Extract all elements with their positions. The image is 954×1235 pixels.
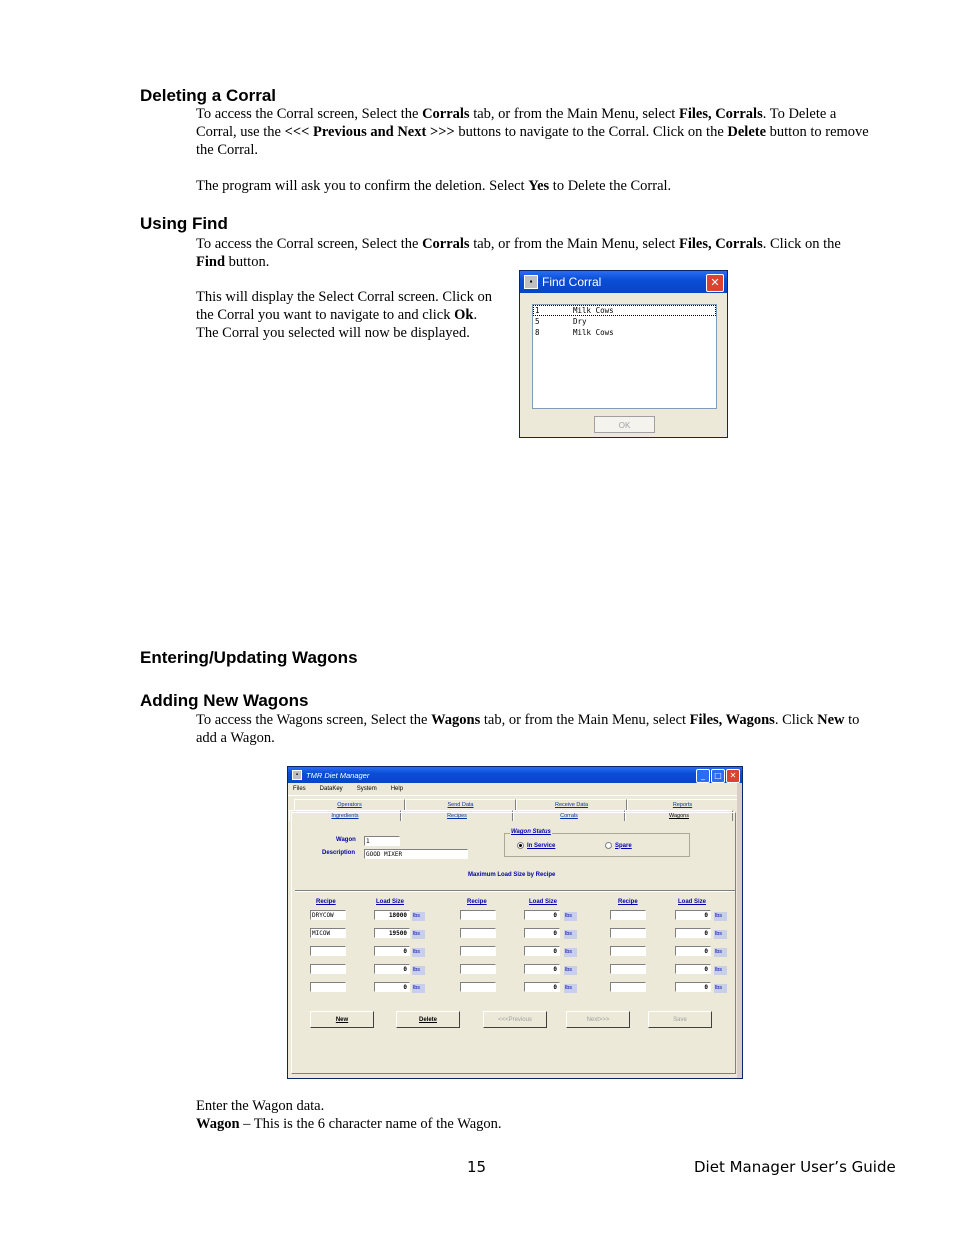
max-load-label: Maximum Load Size by Recipe bbox=[468, 872, 556, 878]
paragraph-enter-wagon: Enter the Wagon data. bbox=[196, 1098, 325, 1114]
recipe-field[interactable] bbox=[460, 910, 496, 920]
recipe-field[interactable] bbox=[610, 946, 646, 956]
wagon-status-title: Wagon Status bbox=[511, 829, 551, 835]
heading-adding-wagons: Adding New Wagons bbox=[140, 691, 309, 710]
lbs-unit: lbs bbox=[564, 912, 577, 921]
col-recipe-2: Recipe bbox=[467, 899, 487, 905]
paragraph-delete-confirm: The program will ask you to confirm the deletion. Select Yes to Delete the Corral. bbox=[196, 178, 672, 194]
load-field[interactable]: 0 bbox=[374, 982, 410, 992]
lbs-unit: lbs bbox=[714, 930, 727, 939]
menu-bar bbox=[288, 783, 742, 796]
radio-spare[interactable]: Spare bbox=[605, 842, 632, 849]
tmr-titlebar bbox=[288, 767, 742, 783]
load-field[interactable]: 0 bbox=[675, 982, 711, 992]
col-recipe-1: Recipe bbox=[316, 899, 336, 905]
maximize-icon[interactable]: □ bbox=[711, 769, 725, 783]
radio-checked-icon bbox=[517, 842, 524, 849]
recipe-field[interactable] bbox=[310, 946, 346, 956]
window-controls bbox=[696, 769, 740, 783]
tmr-title: TMR Diet Manager bbox=[306, 770, 370, 780]
scrollbar[interactable] bbox=[737, 783, 742, 1078]
lbs-unit: lbs bbox=[564, 966, 577, 975]
description-field[interactable]: GOOD MIXER bbox=[364, 849, 468, 859]
tab-row-back bbox=[294, 799, 738, 810]
tab-corrals[interactable]: Corrals bbox=[513, 810, 625, 821]
load-field[interactable]: 0 bbox=[524, 982, 560, 992]
find-corral-title: Find Corral bbox=[542, 275, 602, 289]
load-field[interactable]: 0 bbox=[675, 946, 711, 956]
load-field[interactable]: 0 bbox=[524, 946, 560, 956]
lbs-unit: lbs bbox=[412, 948, 425, 957]
paragraph-wagons-access: To access the Wagons screen, Select the Wagons tab, or from the Main Menu, select Files, Wagons. Click New to add a Wagon. bbox=[196, 712, 860, 746]
list-item[interactable]: 1 Milk Cows bbox=[533, 305, 716, 316]
menu-system[interactable]: System bbox=[356, 786, 377, 792]
find-corral-window bbox=[519, 270, 728, 438]
close-icon[interactable]: ✕ bbox=[726, 769, 740, 783]
lbs-unit: lbs bbox=[412, 912, 425, 921]
col-load-3: Load Size bbox=[678, 899, 707, 905]
load-field[interactable]: 19500 bbox=[374, 928, 410, 938]
recipe-field[interactable] bbox=[460, 982, 496, 992]
load-field[interactable]: 18000 bbox=[374, 910, 410, 920]
load-field[interactable]: 0 bbox=[374, 946, 410, 956]
lbs-unit: lbs bbox=[714, 984, 727, 993]
paragraph-delete-instructions: To access the Corral screen, Select the Corrals tab, or from the Main Menu, select Files, Corrals. To Delete a Corral, use the <<< Previous and Next >>> buttons to navigate to the Corral. Click on the Delete button to remove the Corral. bbox=[196, 106, 869, 158]
find-corral-titlebar bbox=[520, 271, 727, 293]
lbs-unit: lbs bbox=[714, 912, 727, 921]
wagons-panel bbox=[291, 812, 736, 1074]
load-field[interactable]: 0 bbox=[675, 910, 711, 920]
load-field[interactable]: 0 bbox=[524, 928, 560, 938]
wagon-label: Wagon bbox=[336, 837, 356, 843]
lbs-unit: lbs bbox=[412, 966, 425, 975]
radio-in-service[interactable]: In Service bbox=[517, 842, 555, 849]
menu-help[interactable]: Help bbox=[390, 786, 404, 792]
lbs-unit: lbs bbox=[564, 948, 577, 957]
paragraph-find-access: To access the Corral screen, Select the Corrals tab, or from the Main Menu, select Files, Corrals. Click on the Find button. bbox=[196, 236, 841, 270]
load-field[interactable]: 0 bbox=[524, 964, 560, 974]
app-icon: ▪ bbox=[524, 275, 538, 289]
radio-unchecked-icon bbox=[605, 842, 612, 849]
lbs-unit: lbs bbox=[714, 948, 727, 957]
lbs-unit: lbs bbox=[564, 984, 577, 993]
recipe-field[interactable] bbox=[460, 964, 496, 974]
new-button[interactable]: New bbox=[310, 1011, 374, 1028]
guide-title: Diet Manager User’s Guide bbox=[694, 1158, 896, 1176]
load-field[interactable]: 0 bbox=[675, 928, 711, 938]
col-load-2: Load Size bbox=[529, 899, 558, 905]
close-icon[interactable]: ✕ bbox=[706, 274, 724, 292]
next-button[interactable]: Next>>> bbox=[566, 1011, 630, 1028]
corral-listbox[interactable] bbox=[532, 304, 717, 409]
tab-receive-data[interactable]: Receive Data bbox=[516, 799, 627, 810]
load-field[interactable]: 0 bbox=[524, 910, 560, 920]
tab-send-data[interactable]: Send Data bbox=[405, 799, 516, 810]
menu-files[interactable]: Files bbox=[293, 786, 306, 792]
delete-button[interactable]: Delete bbox=[396, 1011, 460, 1028]
ok-button[interactable]: OK bbox=[594, 416, 655, 433]
description-label: Description bbox=[322, 850, 356, 856]
load-field[interactable]: 0 bbox=[675, 964, 711, 974]
app-icon: ▪ bbox=[292, 770, 302, 780]
tab-ingredients[interactable]: Ingredients bbox=[289, 810, 401, 821]
recipe-field[interactable] bbox=[460, 946, 496, 956]
tab-operators[interactable]: Operators bbox=[294, 799, 405, 810]
recipe-field[interactable]: DRYCOW bbox=[310, 910, 346, 920]
divider bbox=[295, 890, 735, 892]
wagon-status-group bbox=[504, 829, 690, 857]
recipe-field[interactable] bbox=[310, 982, 346, 992]
recipe-field[interactable] bbox=[610, 964, 646, 974]
lbs-unit: lbs bbox=[564, 930, 577, 939]
col-load-1: Load Size bbox=[376, 899, 405, 905]
recipe-field[interactable]: MICOW bbox=[310, 928, 346, 938]
load-field[interactable]: 0 bbox=[374, 964, 410, 974]
lbs-unit: lbs bbox=[412, 930, 425, 939]
minimize-icon[interactable]: _ bbox=[696, 769, 710, 783]
heading-using-find: Using Find bbox=[140, 214, 228, 233]
paragraph-wagon-definition: Wagon – This is the 6 character name of the Wagon. bbox=[196, 1116, 502, 1132]
save-button[interactable]: Save bbox=[648, 1011, 712, 1028]
heading-entering-wagons: Entering/Updating Wagons bbox=[140, 648, 358, 667]
recipe-field[interactable] bbox=[610, 910, 646, 920]
tab-recipes[interactable]: Recipes bbox=[401, 810, 513, 821]
lbs-unit: lbs bbox=[412, 984, 425, 993]
col-recipe-3: Recipe bbox=[618, 899, 638, 905]
page-number: 15 bbox=[467, 1158, 487, 1176]
menu-datakey[interactable]: DataKey bbox=[319, 786, 343, 792]
recipe-field[interactable] bbox=[610, 982, 646, 992]
tab-reports[interactable]: Reports bbox=[627, 799, 738, 810]
list-item[interactable]: 5 Dry bbox=[535, 317, 587, 326]
recipe-field[interactable] bbox=[310, 964, 346, 974]
previous-button[interactable]: <<<Previous bbox=[483, 1011, 547, 1028]
recipe-field[interactable] bbox=[610, 928, 646, 938]
wagon-field[interactable]: 1 bbox=[364, 836, 400, 846]
tmr-diet-manager-window bbox=[287, 766, 743, 1079]
lbs-unit: lbs bbox=[714, 966, 727, 975]
paragraph-find-select: This will display the Select Corral screen. Click on the Corral you want to navigate to and click Ok. The Corral you selected will now be displayed. bbox=[196, 289, 492, 341]
heading-deleting-corral: Deleting a Corral bbox=[140, 86, 277, 105]
tab-wagons[interactable]: Wagons bbox=[625, 810, 733, 821]
list-item[interactable]: 8 Milk Cows bbox=[535, 328, 614, 337]
recipe-field[interactable] bbox=[460, 928, 496, 938]
